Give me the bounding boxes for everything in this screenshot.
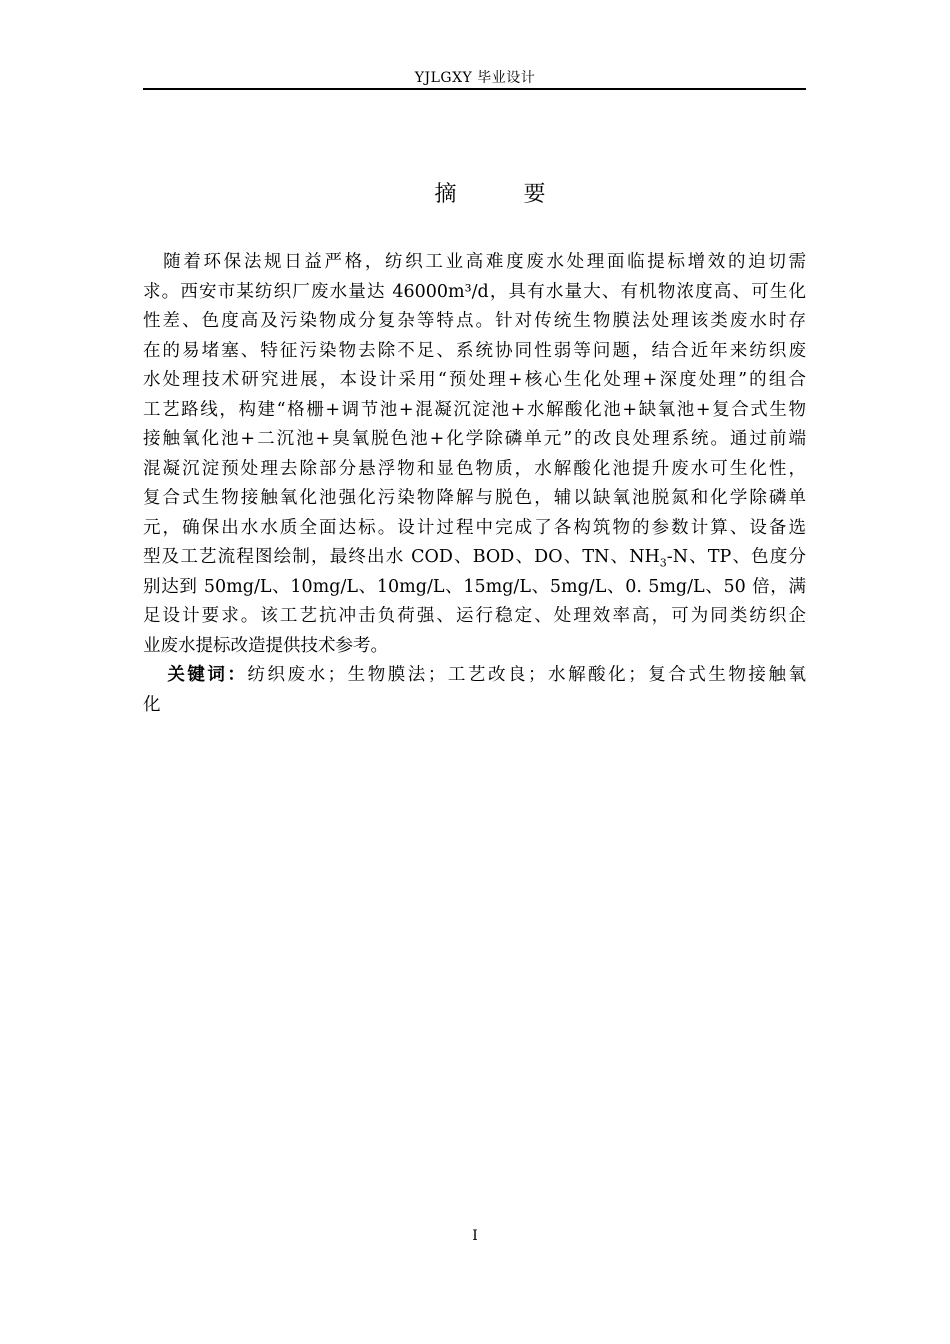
- page-number: I: [472, 1228, 478, 1244]
- subscript: 3: [659, 556, 667, 570]
- abstract-line: 性差、色度高及污染物成分复杂等特点。针对传统生物膜法处理该类废水时存: [143, 311, 806, 331]
- abstract-line: 别达到 50mg/L、10mg/L、10mg/L、15mg/L、5mg/L、0. 5mg/L、50 倍，满: [143, 576, 806, 597]
- abstract-line: 混凝沉淀预处理去除部分悬浮物和显色物质，水解酸化池提升废水可生化性，: [143, 458, 806, 479]
- abstract-line: 随着环保法规日益严格，纺织工业高难度废水处理面临提标增效的迫切需: [143, 252, 806, 272]
- keywords-line: [143, 661, 806, 691]
- running-header: YJLGXY 毕业设计: [414, 70, 536, 86]
- keywords-label: 关键词：: [164, 665, 248, 685]
- abstract-body: [143, 248, 806, 720]
- keywords-text: 纺织废水；生物膜法；工艺改良；水解酸化；复合式生物接触氧: [247, 665, 807, 685]
- abstract-line: 工艺路线，构建“格栅+调节池+混凝沉淀池+水解酸化池+缺氧池+复合式生物: [143, 399, 806, 420]
- abstract-line: 足设计要求。该工艺抗冲击负荷强、运行稳定、处理效率高，可为同类纺织企: [143, 606, 806, 626]
- abstract-line: [143, 543, 806, 573]
- abstract-line: 在的易堵塞、特征污染物去除不足、系统协同性弱等问题，结合近年来纺织废: [143, 340, 806, 361]
- abstract-line: 元，确保出水水质全面达标。设计过程中完成了各构筑物的参数计算、设备选: [143, 517, 806, 538]
- abstract-line: 接触氧化池+二沉池+臭氧脱色池+化学除磷单元”的改良处理系统。通过前端: [143, 429, 806, 449]
- line-text: 型及工艺流程图绘制，最终出水 COD、BOD、DO、TN、NH: [143, 547, 660, 567]
- abstract-line: 复合式生物接触氧化池强化污染物降解与脱色，辅以缺氧池脱氮和化学除磷单: [143, 488, 806, 508]
- line-text: -N、TP、色度分: [666, 547, 806, 567]
- keywords-line: 化: [143, 694, 161, 715]
- abstract-line: 水处理技术研究进展，本设计采用“预处理+核心生化处理+深度处理”的组合: [143, 370, 806, 390]
- abstract-line: 求。西安市某纺织厂废水量达 46000m³/d，具有水量大、有机物浓度高、可生化: [143, 281, 806, 302]
- abstract-title: 摘 要: [434, 182, 576, 207]
- header-rule: [143, 88, 806, 90]
- abstract-line: 业废水提标改造提供技术参考。: [143, 635, 388, 656]
